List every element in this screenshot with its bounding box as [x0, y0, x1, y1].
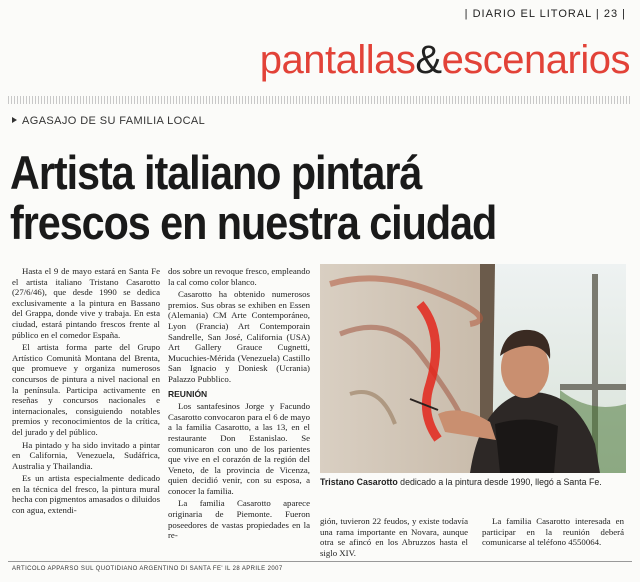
article-column-3 [320, 516, 468, 560]
body-paragraph: Es un artista especialmente dedicado en la técnica del fresco, la pintura mural hecha con pigmentos amasados o diluidos con agua, extendi- [12, 473, 160, 516]
artist-photo [320, 264, 626, 473]
body-paragraph: Hasta el 9 de mayo estará en Santa Fe el artista italiano Tristano Casarotto (27/6/46), que desde 1990 se dedica exclusivamente a la pintura en Bassano del Grappa, donde vive y trabaja. En esta ciudad, estará pintando frescos frente al público en el comedor España. [12, 266, 160, 340]
body-paragraph: Casarotto ha obtenido numerosos premios. Sus obras se exhiben en Essen (Alemania) CM Arte Contemporáneo, Lyon (Francia) Art Contemporain Sandrelle, San José, California (USA) Art Gallery Grauce Cugnetti, Mucuchies-Mérida (Venezuela) Castillo San Ignacio y Doniesk (Ucrania) Palazzo Pubblico. [168, 289, 310, 384]
body-paragraph: El artista forma parte del Grupo Artístico Comunità Montana del Brenta, que promueve y organiza numerosos concursos de pintura a nivel nacional en la península. Participa activamente en reseñas y concursos nacionales e internacionales, consiguiendo notables premios y reconocimientos de la crítica, del jurado y del público. [12, 342, 160, 437]
photo-caption [320, 477, 626, 488]
article-column-4 [482, 516, 624, 550]
article-kicker [12, 115, 205, 127]
page-folio: | DIARIO EL LITORAL | 23 | [464, 8, 626, 20]
artist-photo-illustration [320, 264, 626, 473]
caption-name: Tristano Casarotto [320, 477, 398, 487]
article-subhead: REUNIÓN [168, 388, 208, 399]
body-paragraph: La familia Casarotto aparece originaria de Piemonte. Fueron poseedores de vastas propiedades en la re- [168, 498, 310, 541]
section-title-part2: escenarios [441, 38, 630, 82]
kicker-text: AGASAJO DE SU FAMILIA LOCAL [22, 115, 206, 127]
article-column-2 [168, 266, 310, 543]
body-paragraph: Ha pintado y ha sido invitado a pintar en California, Venezuela, Sudáfrica, Australia y Thailandia. [12, 439, 160, 471]
footer-rule [8, 561, 632, 562]
dotted-separator [8, 96, 632, 104]
section-title-ampersand: & [415, 38, 442, 82]
headline-line-2: frescos en nuestra ciudad [10, 196, 497, 249]
triangle-bullet-icon [12, 117, 17, 123]
headline-line-1: Artista italiano pintará [10, 146, 422, 199]
footer-note: ARTICOLO APPARSO SUL QUOTIDIANO ARGENTINO DI SANTA FE' IL 28 APRILE 2007 [12, 566, 283, 572]
body-paragraph: dos sobre un revoque fresco, empleando la cal como color blanco. [168, 266, 310, 287]
article-headline [10, 148, 564, 248]
caption-text: dedicado a la pintura desde 1990, llegó a Santa Fe. [397, 477, 602, 487]
body-paragraph: La familia Casarotto interesada en participar en la reunión deberá comunicarse al teléfono 4550064. [482, 516, 624, 548]
section-title-part1: pantallas [259, 38, 416, 82]
article-column-1 [12, 266, 160, 518]
body-paragraph: gión, tuvieron 22 feudos, y existe todavía una rama importante en Novara, aunque otra se afincó en los Abruzzos hasta el siglo XIV. [320, 516, 468, 558]
section-title [260, 40, 630, 80]
body-paragraph: Los santafesinos Jorge y Facundo Casarotto convocaron para el 6 de mayo a la familia Casarotto, a las 13, en el restaurante Don Estanislao. Se comunicaron con uno de los parientes que vive en el corazón de la región del Veneto, de la provincia de Vicenza, quien decidió venir, con su esposa, a conocer la familia. [168, 401, 310, 496]
